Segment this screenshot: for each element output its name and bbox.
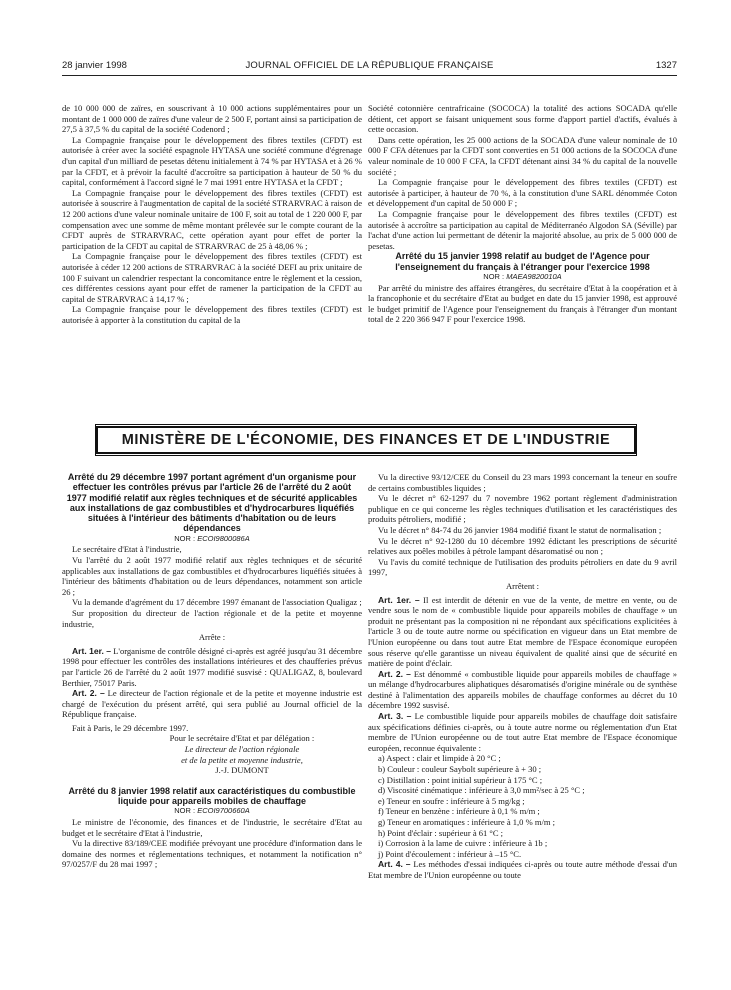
nor-code: ECOI9700660A: [197, 806, 250, 816]
paragraph: Vu l'avis du comité technique de l'utilisation des produits pétroliers en date du 9 avril 1997,: [368, 556, 677, 578]
paragraph: La Compagnie française pour le développement des fibres textiles (CFDT) est autorisée à créer avec la société espagnole HYTASA une société commune d'égrenage d'un capital d'un milliard de pesetas détenu initialement à 74 % par HYTASA et à 26 % par la CFDT, et à prévoir la faculté d'accroître sa participation à hauteur de 50 % du capital, conformément à l'accord signé le 7 mai 1991 entre HYTASA et la CFDT ;: [62, 134, 362, 188]
article-label: Art. 2. –: [72, 688, 105, 699]
paragraph: Vu le décret n° 84-74 du 26 janvier 1984 modifié fixant le statut de normalisation ;: [378, 524, 662, 535]
signature-line: Pour le secrétaire d'Etat et par délégation :: [169, 733, 315, 744]
journal-title: JOURNAL OFFICIEL DE LA RÉPUBLIQUE FRANÇAISE: [245, 60, 494, 71]
paragraph: Vu le décret n° 62-1297 du 7 novembre 1962 portant règlement d'administration publique en ce qui concerne les règles techniques d'utilisation et les caractéristiques des produits pétroliers, modifié ;: [368, 493, 677, 525]
nor-reference: [62, 806, 362, 817]
paragraph: La Compagnie française pour le développement des fibres textiles (CFDT) est autorisée à accroître sa participation au capital de Méditerranéo Algodon SA (Séville) par l'achat d'une action lui permettant de détenir la majorité absolue, au prix de 5 000 000 de pesetas.: [368, 208, 677, 251]
article-2: [368, 669, 677, 711]
article-1: [368, 595, 677, 669]
article-text: Les méthodes d'essai indiquées ci-après ou toute autre méthode d'essai d'un Etat membre de l'Union européenne ou toute: [368, 859, 677, 880]
article-text: L'organisme de contrôle désigné ci-après est agréé jusqu'au 31 décembre 1998 pour effectuer les contrôles des installations intérieures et des chaufferies prévus par l'article 26 de l'arrêté du 2 août 1977 modifié susvisé : QUALIGAZ, 8, boulevard Berthier, 75017 Paris.: [62, 645, 362, 688]
spec-item: c) Distillation : point initial supérieur à 175 °C ;: [378, 774, 543, 785]
nor-code: MAEA9820010A: [506, 271, 562, 281]
article-1: [62, 646, 362, 688]
page-number: 1327: [655, 60, 677, 71]
paragraph: Vu la demande d'agrément du 17 décembre 1997 émanant de l'association Qualigaz ;: [72, 597, 362, 608]
article-label: Art. 1er. –: [378, 594, 420, 605]
fait-line: Fait à Paris, le 29 décembre 1997.: [72, 722, 189, 733]
paragraph: Société cotonnière centrafricaine (SOCOCA) la totalité des actions SOCADA qu'elle détient, cet apport se faisant uniquement sous forme d'apport partiel d'actifs, évalués à cette occasion.: [368, 103, 677, 135]
arrete1-title: Arrêté du 29 décembre 1997 portant agrément d'un organisme pour effectuer les contrôles prévus par l'article 26 de l'arrêté du 2 août 1977 modifié relatif aux règles techniques et de sécurité applicables aux installations de gaz combustibles et d'hydrocarbures liquéfiés situées à l'intérieur des bâtiments d'habitation ou de leurs dépendances: [66, 472, 358, 534]
spec-item: b) Couleur : couleur Saybolt supérieure à + 30 ;: [378, 764, 542, 775]
nor-label: NOR :: [483, 271, 505, 281]
paragraph: Le secrétaire d'Etat à l'industrie,: [72, 544, 182, 555]
spec-item: a) Aspect : clair et limpide à 20 °C ;: [378, 753, 501, 764]
paragraph: Dans cette opération, les 25 000 actions de la SOCADA d'une valeur nominale de 10 000 F CFA détenues par la CFDT sont converties en 51 000 actions de la SOCOCA d'une valeur nominale de 10 000 F CFA, la CFDT détenant ainsi 34 % du capital de la nouvelle société ;: [368, 134, 677, 177]
nor-reference: [62, 534, 362, 545]
paragraph: La Compagnie française pour le développement des fibres textiles (CFDT) est autorisée à participer, à hauteur de 70 %, à la constitution d'une SARL dénommée Coton et développement d'un capital de 50 000 F ;: [368, 177, 677, 209]
article-text: Le combustible liquide pour appareils mobiles de chauffage doit satisfaire aux spécifications définies ci-après, ou à toute autre norme ou réglementation d'un Etat membre de l'Union européenne ou de tout autre Etat membre de l'Espace économique européen, reconnue équivalente :: [368, 711, 677, 753]
paragraph: de 10 000 000 de zaïres, en souscrivant à 10 000 actions supplémentaires pour un montant de 1 000 000 de zaïres d'une valeur de 2 500 F, portant ainsi sa participation de 27,5 à 37,5 % du capital de la société Codenord ;: [62, 103, 362, 135]
article-label: Art. 2. –: [378, 668, 411, 679]
article-4: [368, 859, 677, 880]
paragraph: Vu la directive 93/12/CEE du Conseil du 23 mars 1993 concernant la teneur en soufre de certains combustibles liquides ;: [368, 472, 677, 493]
arrete2-title: Arrêté du 8 janvier 1998 relatif aux caractéristiques du combustible liquide pour appareils mobiles de chauffage: [68, 785, 356, 807]
nor-label: NOR :: [174, 533, 196, 543]
spec-item: g) Teneur en aromatiques : inférieure à 1,0 % m/m ;: [378, 817, 556, 827]
top-right-column: [368, 103, 677, 393]
ministry-banner: MINISTÈRE DE L'ÉCONOMIE, DES FINANCES ET DE L'INDUSTRIE: [96, 426, 636, 454]
article-text: Il est interdit de détenir en vue de la vente, de mettre en vente, ou de vendre sous le nom de « combustible liquide pour appareils mobiles de chauffage » un produit ne présentant pas la composition ni ne répondant aux spécifications explicitées à l'article 3 ou de toute autre norme ou spécification en vigueur dans un Etat membre de l'Union européenne ou dans tout autre Etat membre de l'Espace économique européen sous réserve qu'elle garantisse un niveau équivalent de qualité ainsi que de sécurité en matière de point d'éclair.: [368, 594, 677, 669]
signature-name: J.-J. DUMONT: [215, 765, 269, 776]
bottom-left-column: [62, 472, 362, 970]
bottom-right-column: [368, 472, 677, 970]
header-date: 28 janvier 1998: [62, 60, 127, 71]
spec-item: e) Teneur en soufre : inférieure à 5 mg/kg ;: [378, 795, 525, 806]
article-label: Art. 4. –: [378, 859, 411, 870]
article-3: [368, 711, 677, 753]
spec-item: f) Teneur en benzène : inférieure à 0,1 % m/m ;: [378, 806, 540, 817]
spec-item: h) Point d'éclair : supérieur à 61 °C ;: [378, 827, 504, 838]
paragraph: La Compagnie française pour le développement des fibres textiles (CFDT) est autorisée à souscrire à l'augmentation de capital de la société STRARVRAC à raison de 12 200 actions d'une valeur nominale unitaire de 100 F, soit au total de 1 220 000 F, par compensation avec une somme de même montant prélevée sur le compte courant de la CFDT auprès de STRARVRAC, cette opération ayant pour effet de porter la participation de la CFDT au capital de STRARVRAC de 25 à 48,06 % ;: [62, 187, 362, 251]
arretent-heading: Arrêtent :: [506, 580, 539, 591]
spec-item: i) Corrosion à la lame de cuivre : inférieure à 1b ;: [378, 838, 548, 849]
signature-title: Le directeur de l'action régionale: [184, 744, 300, 755]
paragraph: Par arrêté du ministre des affaires étrangères, du secrétaire d'Etat à la coopération et à la francophonie et du secrétaire d'Etat au budget en date du 15 janvier 1998, est approuvé le budget primitif de l'Agence pour l'enseignement du français à l'étranger d'un montant total de 2 220 366 947 F pour l'exercice 1998.: [368, 282, 677, 325]
article-label: Art. 3. –: [378, 711, 412, 722]
paragraph: La Compagnie française pour le développement des fibres textiles (CFDT) est autorisée à céder 12 200 actions de STRARVRAC à la société DEFI au prix unitaire de 100 F suivant un calendrier respectant la concomitance entre le règlement et la cession, ces différentes cessions ayant pour effet de ramener la participation de la CFDT au capital de STRARVRAC à 14,17 % ;: [62, 251, 362, 304]
arrete-budget-title: Arrêté du 15 janvier 1998 relatif au budget de l'Agence pour l'enseignement du français à l'étranger pour l'exercice 1998: [395, 251, 650, 272]
nor-reference: [368, 272, 677, 283]
spec-item: j) Point d'écoulement : inférieur à –15 °C.: [378, 848, 522, 859]
paragraph: Sur proposition du directeur de l'action régionale et de la petite et moyenne industrie,: [62, 607, 362, 629]
page-header: [62, 60, 677, 74]
top-left-column: [62, 103, 362, 393]
nor-label: NOR :: [174, 806, 196, 816]
signature-title: et de la petite et moyenne industrie,: [181, 754, 303, 765]
header-rule: [62, 75, 677, 76]
paragraph: Vu le décret n° 92-1280 du 10 décembre 1992 édictant les prescriptions de sécurité relatives aux poêles mobiles à pétrole lampant désaromatisé ou non ;: [368, 535, 677, 557]
arrete-heading: Arrête :: [198, 632, 226, 643]
paragraph: Vu l'arrêté du 2 août 1977 modifié relatif aux règles techniques et de sécurité applicables aux installations de gaz combustibles et d'hydrocarbures liquéfiés situées à l'intérieur des bâtiments d'habitation ou de leurs dépendances, notamment son article 26 ;: [62, 554, 362, 597]
nor-code: ECOI9800086A: [197, 533, 250, 543]
spec-item: d) Viscosité cinématique : inférieure à 3,0 mm²/sec à 25 °C ;: [378, 785, 585, 796]
article-text: Est dénommé « combustible liquide pour appareils mobiles de chauffage » un mélange d'hydrocarbures aliphatiques désaromatisés d'origine minérale ou de synthèse destiné à l'alimentation des appareils mobiles de chauffage conformes au décret du 10 décembre 1992 susvisé.: [368, 668, 677, 711]
paragraph: La Compagnie française pour le développement des fibres textiles (CFDT) est autorisée à apporter à la constitution du capital de la: [62, 304, 362, 325]
paragraph: Vu la directive 83/189/CEE modifiée prévoyant une procédure d'information dans le domaine des normes et réglementations techniques, et notamment la notification n° 97/0257/F du 28 mai 1997 ;: [62, 838, 362, 870]
article-label: Art. 1er. –: [72, 645, 112, 656]
article-2: [62, 688, 362, 720]
article-text: Le directeur de l'action régionale et de la petite et moyenne industrie est chargé de l'exécution du présent arrêté, qui sera publié au Journal officiel de la République française.: [62, 688, 362, 720]
paragraph: Le ministre de l'économie, des finances et de l'industrie, le secrétaire d'Etat au budget et le secrétaire d'Etat à l'industrie,: [62, 817, 362, 838]
